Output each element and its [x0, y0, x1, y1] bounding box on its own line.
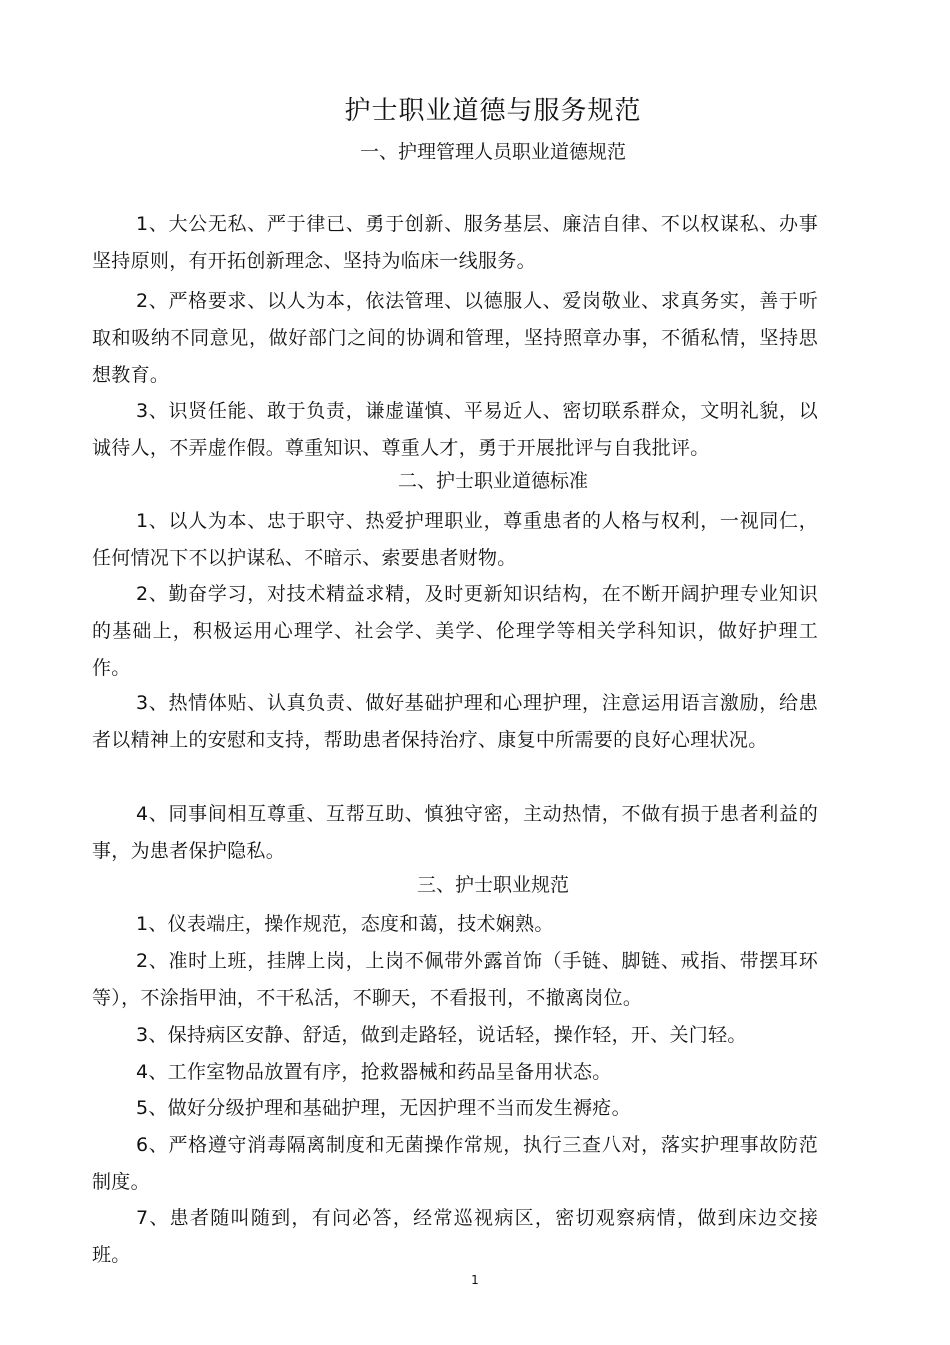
paragraph-standards-2: 2、勤奋学习，对技术精益求精，及时更新知识结构，在不断开阔护理专业知识的基础上，积极运用心理学、社会学、美学、伦理学等相关学科知识，做好护理工作。: [92, 583, 818, 679]
paragraph-norms-2: 2、准时上班，挂牌上岗，上岗不佩带外露首饰（手链、脚链、戒指、带摆耳环等），不涂指甲油，不干私活，不聊天，不看报刊，不撤离岗位。: [92, 950, 818, 1009]
paragraph-standards-4: 4、同事间相互尊重、互帮互助、慎独守密，主动热情，不做有损于患者利益的事，为患者保护隐私。: [92, 803, 818, 862]
paragraph-norms-6: 6、严格遵守消毒隔离制度和无菌操作常规，执行三查八对，落实护理事故防范制度。: [92, 1134, 818, 1193]
section-heading-management-ethics: 一、护理管理人员职业道德规范: [359, 141, 626, 163]
paragraph-management-3: 3、识贤任能、敢于负责，谦虚谨慎、平易近人、密切联系群众，文明礼貌，以诚待人，不弄虚作假。尊重知识、尊重人才，勇于开展批评与自我批评。: [92, 400, 818, 459]
section-heading-nurse-norms: 三、护士职业规范: [416, 874, 569, 896]
paragraph-management-2: 2、严格要求、以人为本，依法管理、以德服人、爱岗敬业、求真务实，善于听取和吸纳不同意见，做好部门之间的协调和管理，坚持照章办事，不循私情，坚持思想教育。: [92, 290, 818, 386]
paragraph-standards-1: 1、以人为本、忠于职守、热爱护理职业，尊重患者的人格与权利，一视同仁，任何情况下不以护谋私、不暗示、索要患者财物。: [92, 510, 818, 569]
section-heading-ethics-standards: 二、护士职业道德标准: [397, 470, 588, 492]
page-number: 1: [471, 1273, 479, 1287]
document-title: 护士职业道德与服务规范: [344, 96, 642, 126]
paragraph-norms-5: 5、做好分级护理和基础护理，无因护理不当而发生褥疮。: [136, 1097, 631, 1119]
paragraph-norms-3: 3、保持病区安静、舒适，做到走路轻，说话轻，操作轻，开、关门轻。: [136, 1024, 747, 1046]
paragraph-management-1: 1、大公无私、严于律已、勇于创新、服务基层、廉洁自律、不以权谋私、办事坚持原则，有开拓创新理念、坚持为临床一线服务。: [92, 213, 818, 272]
paragraph-norms-4: 4、工作室物品放置有序，抢救器械和药品呈备用状态。: [136, 1061, 612, 1083]
paragraph-norms-7: 7、患者随叫随到，有问必答，经常巡视病区，密切观察病情，做到床边交接班。: [92, 1207, 818, 1266]
paragraph-norms-1: 1、仪表端庄，操作规范，态度和蔼，技术娴熟。: [136, 913, 554, 935]
paragraph-standards-3: 3、热情体贴、认真负责、做好基础护理和心理护理，注意运用语言激励，给患者以精神上的安慰和支持，帮助患者保持治疗、康复中所需要的良好心理状况。: [92, 692, 818, 751]
